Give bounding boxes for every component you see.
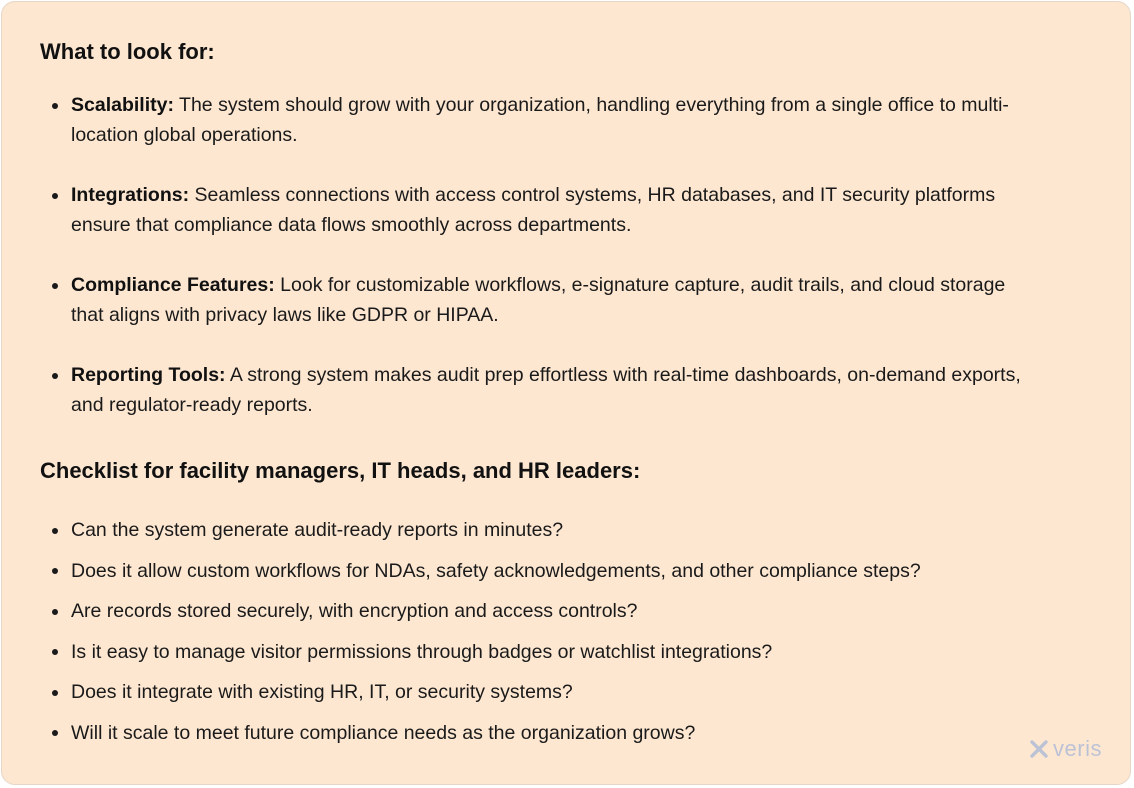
list-item <box>40 180 1030 240</box>
feature-description: The system should grow with your organization, handling everything from a single office to multi-location global operations. <box>71 94 1009 146</box>
list-item <box>40 360 1030 420</box>
section-heading-checklist: Checklist for facility managers, IT heads, and HR leaders: <box>40 458 641 483</box>
feature-term: Compliance Features: <box>71 274 275 296</box>
feature-description: Look for customizable workflows, e-signature capture, audit trails, and cloud storage that aligns with privacy laws like GDPR or HIPAA. <box>71 274 1006 326</box>
feature-term: Reporting Tools: <box>71 364 226 386</box>
checklist <box>40 515 1080 758</box>
feature-description: Seamless connections with access control systems, HR databases, and IT security platforms ensure that compliance data flows smoothly across departments. <box>71 184 996 236</box>
features-list <box>40 90 1030 450</box>
list-item <box>40 270 1030 330</box>
checklist-item: Is it easy to manage visitor permissions through badges or watchlist integrations? <box>40 637 1080 667</box>
checklist-item: Can the system generate audit-ready reports in minutes? <box>40 515 1080 545</box>
checklist-item: Does it integrate with existing HR, IT, or security systems? <box>40 677 1080 707</box>
feature-description: A strong system makes audit prep effortless with real-time dashboards, on-demand exports, and regulator-ready reports. <box>71 364 1021 416</box>
content-card <box>1 1 1131 785</box>
feature-term: Scalability: <box>71 94 174 116</box>
brand-name: veris <box>1053 736 1102 761</box>
feature-term: Integrations: <box>71 184 190 206</box>
list-item <box>40 90 1030 150</box>
checklist-item: Will it scale to meet future compliance needs as the organization grows? <box>40 718 1080 748</box>
checklist-item: Are records stored securely, with encryption and access controls? <box>40 596 1080 626</box>
checklist-item: Does it allow custom workflows for NDAs, safety acknowledgements, and other compliance steps? <box>40 556 1080 586</box>
brand-logo <box>1029 738 1102 760</box>
veris-x-logo-icon <box>1029 739 1049 759</box>
section-heading-what-to-look-for: What to look for: <box>40 39 215 64</box>
